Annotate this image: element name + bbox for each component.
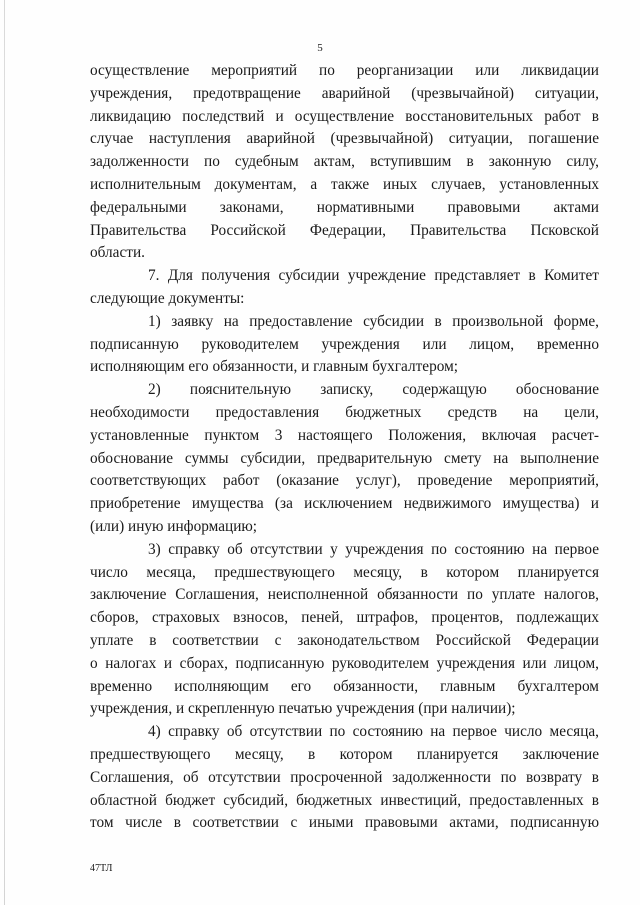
document-code: 47ТЛ — [90, 863, 113, 874]
text-line: исполняющим его обязанности, и главным бухгалтером; — [90, 358, 459, 376]
text-line: необходимости предоставления бюджетных средств на цели, — [90, 403, 599, 421]
text-line: учреждения, предотвращение аварийной (чрезвычайной) ситуации, — [90, 84, 599, 102]
text-line: временно исполняющим его обязанности, главным бухгалтером — [90, 677, 599, 695]
text-line: установленные пунктом 3 настоящего Положения, включая расчет- — [90, 426, 599, 444]
text-line: Соглашения, об отсутствии просроченной задолженности по возврату в — [90, 768, 599, 786]
text-line: области. — [90, 244, 145, 262]
text-line: осуществление мероприятий по реорганизации или ликвидации — [90, 62, 599, 79]
text-line: следующие документы: — [90, 289, 245, 307]
text-line: обоснование суммы субсидии, предварительную смету на выполнение — [90, 449, 599, 467]
text-line: (или) иную информацию; — [90, 517, 258, 535]
text-line: Правительства Российской Федерации, Правительства Псковской — [90, 221, 599, 239]
document-body — [90, 60, 599, 835]
text-line: уплате в соответствии с законодательством Российской Федерации — [90, 631, 599, 649]
text-line: том числе в соответствии с иными правовыми актами, подписанную — [90, 814, 599, 832]
text-line: 4) справку об отсутствии по состоянию на первое число месяца, — [148, 723, 599, 741]
text-line: областной бюджет субсидий, бюджетных инвестиций, предоставленных в — [90, 791, 599, 809]
text-line: случае наступления аварийной (чрезвычайной) ситуации, погашение — [90, 130, 599, 148]
text-line: приобретение имущества (за исключением недвижимого имущества) и — [90, 495, 599, 513]
text-line: задолженности по судебным актам, вступившим в законную силу, — [90, 153, 599, 171]
text-line: учреждения, и скрепленную печатью учреждения (при наличии); — [90, 700, 516, 718]
text-line: предшествующего месяцу, в котором планируется заключение — [90, 745, 599, 763]
text-line: о налогах и сборах, подписанную руководителем учреждения или лицом, — [90, 654, 599, 672]
text-line: соответствующих работ (оказание услуг), проведение мероприятий, — [90, 472, 599, 490]
page-number: 5 — [317, 42, 323, 54]
text-line: 2) пояснительную записку, содержащую обоснование — [148, 381, 599, 399]
text-line: заключение Соглашения, неисполненной обязанности по уплате налогов, — [90, 586, 599, 604]
text-line: число месяца, предшествующего месяцу, в котором планируется — [90, 563, 599, 581]
text-line: исполнительным документам, а также иных случаев, установленных — [90, 175, 599, 193]
text-line: федеральными законами, нормативными правовыми актами — [90, 198, 599, 216]
text-line: подписанную руководителем учреждения или лицом, временно — [90, 335, 599, 353]
text-line: 7. Для получения субсидии учреждение представляет в Комитет — [148, 267, 599, 285]
scan-edge — [4, 0, 5, 905]
text-line: сборов, страховых взносов, пеней, штрафов, процентов, подлежащих — [90, 609, 599, 627]
text-line: 3) справку об отсутствии у учреждения по состоянию на первое — [148, 540, 599, 558]
text-line: 1) заявку на предоставление субсидии в произвольной форме, — [148, 312, 599, 330]
text-line: ликвидацию последствий и осуществление восстановительных работ в — [90, 107, 599, 125]
